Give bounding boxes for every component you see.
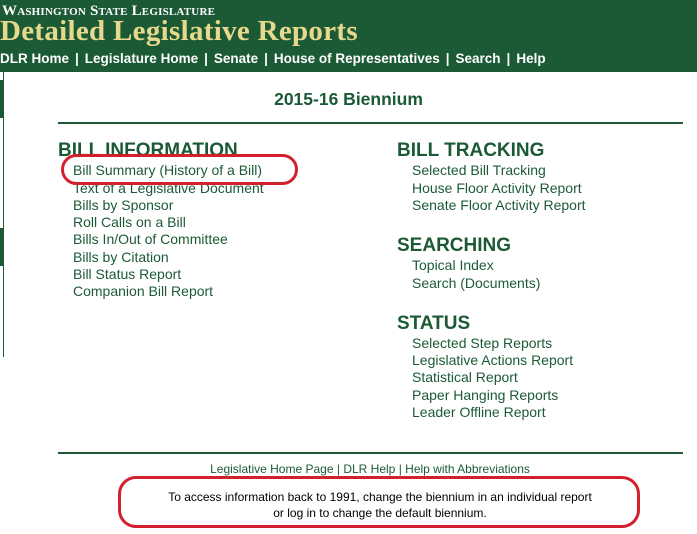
bottom-divider [58,452,683,454]
bill-tracking-heading: BILL TRACKING [397,140,545,161]
left-panel-edge [0,72,4,357]
notice-line-2: or log in to change the default biennium. [273,506,487,520]
site-header [0,0,697,72]
searching-heading: SEARCHING [397,235,512,256]
link-statistical-report[interactable]: Statistical Report [412,369,518,385]
biennium-title: 2015-16 Biennium [274,89,423,109]
link-bill-status-report[interactable]: Bill Status Report [73,266,182,282]
footer-links [0,462,697,476]
left-panel-marker [0,228,4,266]
nav-senate[interactable]: Senate [213,51,259,66]
link-selected-bill-tracking[interactable]: Selected Bill Tracking [412,162,546,178]
top-nav [0,51,546,69]
footer-separator: | [398,462,402,476]
link-selected-step-reports[interactable]: Selected Step Reports [412,335,553,351]
nav-separator: | [264,51,268,66]
bill-information-heading: BILL INFORMATION [58,140,238,161]
link-companion-bill-report[interactable]: Companion Bill Report [73,283,214,299]
highlight-outline-notice [118,476,640,528]
highlight-outline-bill-summary [61,154,298,185]
link-paper-hanging-reports[interactable]: Paper Hanging Reports [412,387,559,403]
nav-separator: | [75,51,79,66]
nav-separator: | [445,51,450,66]
link-bills-by-citation[interactable]: Bills by Citation [73,249,169,265]
nav-dlr-home[interactable]: DLR Home [0,51,70,66]
footer-help-abbreviations[interactable]: Help with Abbreviations [405,462,530,476]
top-divider [58,122,683,124]
nav-search[interactable]: Search [455,51,501,66]
link-house-floor-activity[interactable]: House Floor Activity Report [412,180,582,196]
link-topical-index[interactable]: Topical Index [412,257,494,273]
nav-legislature-home[interactable]: Legislature Home [84,51,199,66]
link-bill-summary[interactable]: Bill Summary (History of a Bill) [73,162,263,178]
link-senate-floor-activity[interactable]: Senate Floor Activity Report [412,197,586,213]
link-search-documents[interactable]: Search (Documents) [412,275,541,291]
status-heading: STATUS [397,313,471,334]
link-roll-calls[interactable]: Roll Calls on a Bill [73,214,186,230]
link-leader-offline-report[interactable]: Leader Offline Report [412,404,546,420]
org-title: Washington State Legislature [2,3,216,19]
link-bills-by-sponsor[interactable]: Bills by Sponsor [73,197,174,213]
notice-line-1: To access information back to 1991, change the biennium in an individual report [168,490,592,504]
nav-separator: | [506,51,511,66]
link-text-legislative-document[interactable]: Text of a Legislative Document [73,180,264,196]
footer-legislative-home[interactable]: Legislative Home Page [210,462,334,476]
nav-house[interactable]: House of Representatives [273,51,440,66]
nav-help[interactable]: Help [516,51,546,66]
footer-separator: | [336,462,340,476]
footer-dlr-help[interactable]: DLR Help [343,462,396,476]
link-legislative-actions-report[interactable]: Legislative Actions Report [412,352,574,368]
nav-separator: | [204,51,208,66]
link-bills-in-out-committee[interactable]: Bills In/Out of Committee [73,231,228,247]
app-title: Detailed Legislative Reports [0,15,358,47]
